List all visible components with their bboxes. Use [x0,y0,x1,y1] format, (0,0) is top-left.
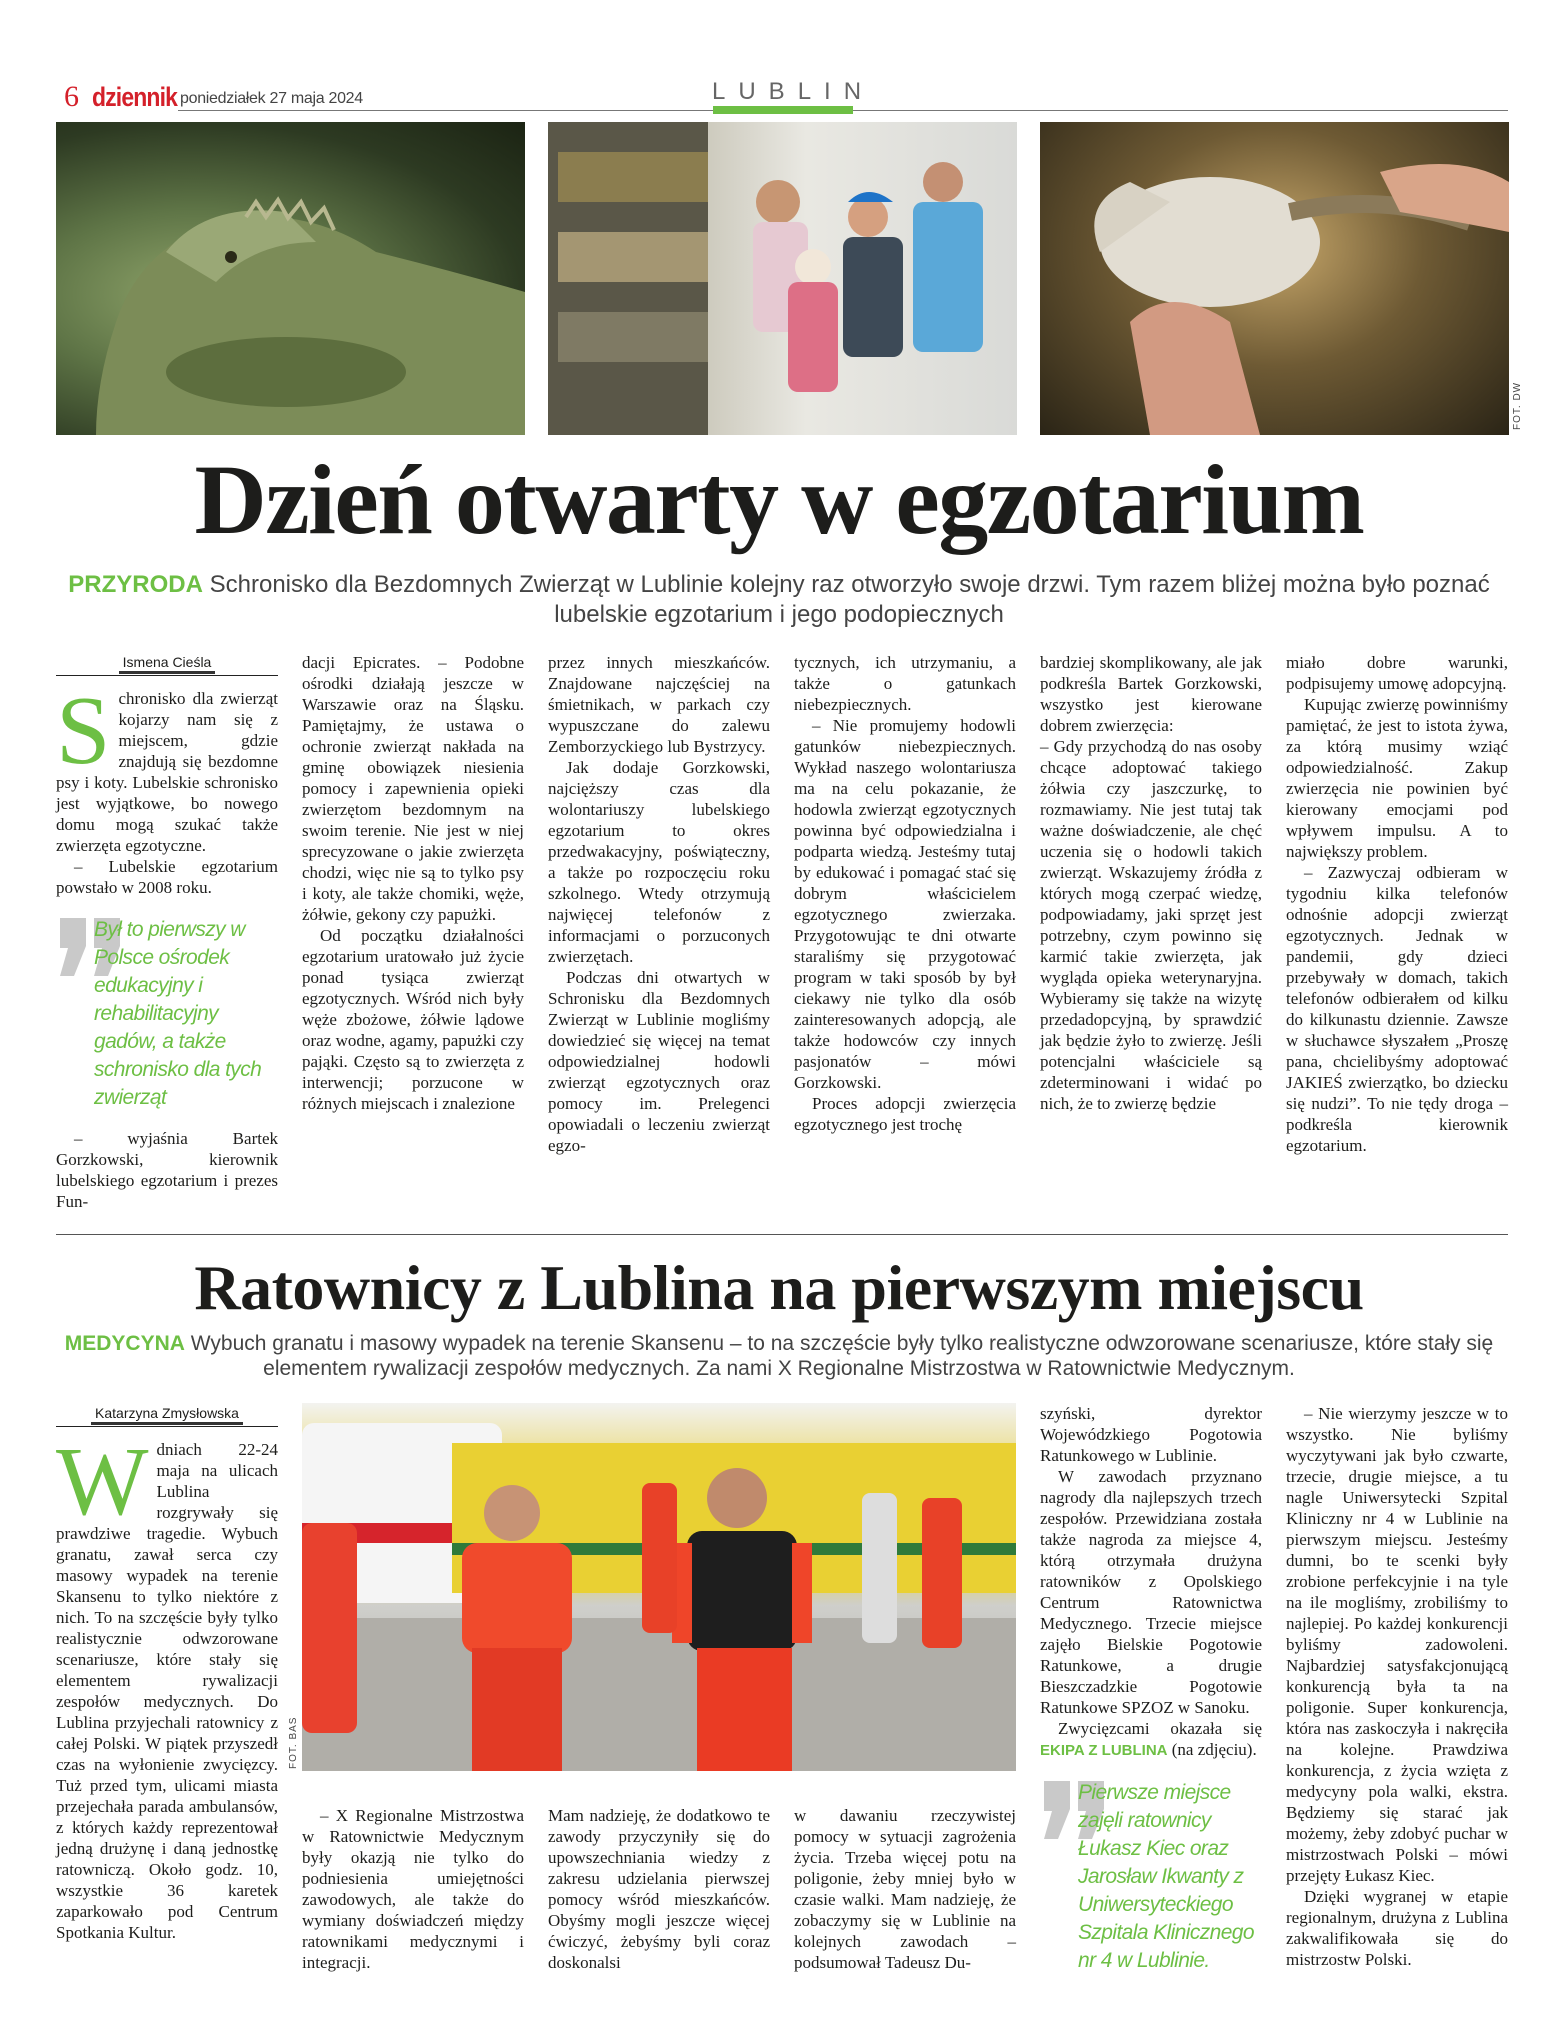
article1-column-5 [1040,652,1262,1114]
article1-column-4 [794,652,1016,1135]
paragraph: Kupując zwierzę powinniśmy pamiętać, że jest to istota żywa, za którą musimy wziąć odpowiedzialność. Zakup zwierzęcia nie powinien być kierowany emocjami pod wpływem impulsu. A to największy problem. [1286,695,1508,861]
visitors-terrarium-photo [548,122,1017,435]
lead-paragraph [59,1331,1499,1381]
paramedics-illustration [302,1403,1016,1771]
paragraph: Od początku działalności egzotarium uratowało już życie ponad tysiąca zwierząt egzotycznych. Wśród nich były węże zbożowe, żółwie lądowe oraz wodne, agamy, papużki czy pająki. Często są to zwierzęta z interwencji; porzucone w różnych miejscach i znalezione [302,926,524,1113]
drop-cap: S [56,677,111,785]
paragraph: przez innych mieszkańców. Znajdowane najczęściej na śmietnikach, w parkach czy wypuszczane do zalewu Zemborzyckiego lub Bystrzycy. [548,653,770,756]
paragraph: Dzięki wygranej w etapie regionalnym, drużyna z Lublina zakwalifikowała się do mistrzostw Polski. [1286,1887,1508,1969]
paramedics-photo-block [288,1403,1016,1771]
section-accent-bar [713,106,853,114]
paragraph: – Zazwyczaj odbieram w tygodniu kilka telefonów odnośnie adopcji zwierząt egzotycznych. Jednak w pandemii, gdy dzieci przebywały w domach, takich telefonów odbierałem od kilku do kilkunastu dziennie. Zawsze w słuchawce słyszałem „Proszę pana, chcielibyśmy adoptować JAKIEŚ zwierzątko, bo dziecku się nudzi”. To nie tędy droga – podkreśla kierownik egzotarium. [1286,863,1508,1155]
pull-quote: Pierwsze miejsce zajęli ratownicy Łukasz Kiec oraz Jarosław Ikwanty z Uniwersyteckiego Szpitala Klinicznego nr 4 w Lublinie. [1040,1779,1262,1975]
article2-columns [56,1403,1508,2031]
paragraph: Jak dodaje Gorzkowski, najcięższy czas dla wolontariuszy lubelskiego egzotarium to okres przedwakacyjny, poświąteczny, a także po rozpoczęciu roku szkolnego. Wtedy otrzymują najwięcej telefonów z informacjami o porzuconych zwierzętach. [548,758,770,966]
author-byline: Ismena Cieśla [56,652,278,676]
bearded-dragon-photo [1040,122,1509,435]
article2-column-4 [794,1805,1016,1973]
author-byline: Katarzyna Zmysłowska [56,1403,278,1427]
paragraph: – X Regionalne Mistrzostwa w Ratownictwie Medycznym były okazją nie tylko do podniesienia umiejętności zawodowych, ale także do wymiany doświadczeń między ratownikami medycznymi i integracji. [302,1806,524,1972]
lead-text: Wybuch granatu i masowy wypadek na terenie Skansenu – to na szczęście były tylko realistyczne odwzorowane scenariusze, które stały się elementem rywalizacji zespołów medycznych. Za nami X Regionalne Mistrzostwa w Ratownictwie Medycznym. [190,1332,1494,1380]
issue-date: poniedziałek 27 maja 2024 [180,90,363,107]
paragraph: W zawodach przyznano nagrody dla najlepszych trzech zespołów. Przewidziana została także nagroda za miejsce 4, którą otrzymała drużyna ratowników z Opolskiego Centrum Ratownictwa Medycznego. Trzecie miejsce zajęło Bielskie Pogotowie Ratunkowe, a drugie Bieszczadzkie Pogotowie Ratunkowe SPZOZ w Sanoku. [1040,1467,1262,1717]
paragraph: – Nie promujemy hodowli gatunków niebezpiecznych. Wykład naszego wolontariusza ma na celu pokazanie, że hodowla zwierząt egzotycznych powinna być odpowiedzialna i podparta wiedzą. Jesteśmy tutaj by edukować i pomagać stać się dobrym właścicielem egzotycznego zwierzaka. Przygotowując te dni otwarte staraliśmy się przygotować program w taki sposób by był ciekawy nie tylko dla osób zainteresowanych adopcją, ale także hodowców czy innych pasjonatów – mówi Gorzkowski. [794,716,1016,1092]
photo-credit: FOT. DW [1512,381,1523,430]
paragraph: Podczas dni otwartych w Schronisku dla Bezdomnych Zwierząt w Lublinie mogliśmy dowiedzieć się więcej na temat odpowiedzialnej hodowli zwierząt egzotycznych oraz pomocy im. Prelegenci opowiadali o leczeniu zwierząt egzo- [548,968,770,1155]
paragraph: miało dobre warunki, podpisujemy umowę adopcyjną. [1286,653,1508,693]
paragraph: – Gdy przychodzą do nas osoby chcące adoptować takiego żółwia czy jaszczurkę, to rozmawiamy. Nie jest tutaj tak ważne doświadczenie, ale chęć uczenia się o hodowli takich zwierząt. Wskazujemy źródła z których mogą czerpać wiedzę, podpowiadamy, jaki sprzęt jest potrzebny, czym powinno się karmić takie zwierzęta, jak wygląda opieka weterynaryjna. Wybieramy się także na wizytę przedadopcyjną, by sprawdzić jak będzie żyło to zwierzę. Jeśli potencjalni właściciele są zdeterminowani i widać po nich, że to zwierzę będzie [1040,737,1262,1113]
headline: Dzień otwarty w egzotarium [194,444,1364,555]
lead-text: Schronisko dla Bezdomnych Zwierząt w Lublinie kolejny raz otworzyło swoje drzwi. Tym razem bliżej można było poznać lubelskie egzotarium i jego podopiecznych [209,571,1490,628]
section-title: LUBLIN [712,78,875,105]
article2-column-2 [302,1805,524,1973]
paragraph: Mam nadzieję, że dodatkowo te zawody przyczyniły się do upowszechniania wiedzy z zakresu udzielania pierwszej pomocy wśród mieszkańców. Obyśmy mogli jeszcze więcej ćwiczyć, żebyśmy byli coraz doskonalsi [548,1806,770,1972]
iguana-illustration [56,122,525,435]
lead-paragraph [59,570,1499,630]
paragraph: w dawaniu rzeczywistej pomocy w sytuacji zagrożenia życia. Trzeba więcej potu na poligonie, żeby mniej było w czasie walki. Mam nadzieję, że zobaczymy się w Lublinie na kolejnych zawodach – podsumował Tadeusz Du- [794,1806,1016,1972]
paragraph: – Nie wierzymy jeszcze w to wszystko. Nie byliśmy wyczytywani jak było czwarte, trzecie, drugie miejsce, a tu nagle Uniwersytecki Szpital Kliniczny nr 4 w Lublinie na pierwszym miejscu. Jesteśmy dumni, bo te scenki były zrobione perfekcyjnie i na tyle na ile mogliśmy, zrobiliśmy to najlepiej. Po każdej konkurencji byliśmy zadowoleni. Najbardziej satysfakcjonującą konkurencją była ta na poligonie. Super konkurencja, która nas zaskoczyła i nakręciła na kolejne. Prawdziwa konkurencja, z życia wzięta z medycyny pola walki, ekstra. Będziemy się starać jak możemy, żeby zdobyć puchar w mistrzostwach Polski – mówi przejęty Łukasz Kiec. [1286,1404,1508,1885]
newspaper-logo: dziennik [92,82,178,112]
winner-highlight: EKIPA Z LUBLINA [1040,1742,1168,1759]
paramedics-team-photo [302,1403,1016,1771]
paragraph: szyński, dyrektor Wojewódzkiego Pogotowia Ratunkowego w Lublinie. [1040,1404,1262,1465]
paragraph: Proces adopcji zwierzęcia egzotycznego jest trochę [794,1094,1016,1134]
drop-cap: W [56,1428,149,1536]
article2-column-5 [1040,1403,1262,1991]
lizard-in-hand-illustration [1040,122,1509,435]
page-number: 6 [64,80,79,113]
paragraph: chronisko dla zwierząt kojarzy nam się z miejscem, gdzie znajdują się bezdomne psy i koty. Lubelskie schronisko jest wyjątkowe, bo nowego domu mogą szukać także zwierzęta egzotyczne. [56,689,278,855]
article2-column-1 [56,1403,278,1943]
article2-column-3 [548,1805,770,1973]
article1-column-3 [548,652,770,1156]
kicker-label: MEDYCYNA [64,1332,185,1355]
photo-credit: FOT. BAS [288,1716,299,1769]
paragraph: Zwycięzcami okazała się EKIPA Z LUBLINA (na zdjęciu). [1040,1719,1262,1759]
article2-column-6 [1286,1403,1508,1970]
paragraph: – Lubelskie egzotarium powstało w 2008 roku. [56,857,278,897]
article1-column-2 [302,652,524,1114]
visitors-illustration [548,122,1017,435]
paragraph: dacji Epicrates. – Podobne ośrodki działają jeszcze w Warszawie oraz na Śląsku. Pamiętajmy, że ustawa o ochronie zwierząt nakłada na gminę obowiązek niesienia pomocy i zapewnienia opieki zwierzętom bezdomnym na swoim terenie. Nie jest w niej sprecyzowane o jakie zwierzęta chodzi, więc nie są to tylko psy i koty, ale także chomiki, węże, żółwie, gekony czy papużki. [302,653,524,924]
paragraph: dniach 22-24 maja na ulicach Lublina rozgrywały się prawdziwe tragedie. Wybuch granatu, zawał serca czy masowy wypadek na terenie Skansenu to tylko niektóre z nich. To na szczęście były tylko realistycznie odwzorowane scenariusze, które stały się elementem rywalizacji zespołów medycznych. Do Lublina przyjechali ratownicy z całej Polski. W piątek przyszedł czas na wyłonienie zwycięzcy. Tuż przed tym, ulicami miasta przejechała parada ambulansów, z których każdy reprezentował jedną drużynę i daną jednostkę ratowniczą. Około godz. 10, wszystkie 36 karetek zaparkowało pod Centrum Spotkania Kultur. [56,1440,278,1942]
paragraph: tycznych, ich utrzymaniu, a także o gatunkach niebezpiecznych. [794,653,1016,714]
article1-column-6 [1286,652,1508,1156]
headline: Ratownicy z Lublina na pierwszym miejscu [194,1252,1364,1323]
article1-column-1 [56,652,278,1212]
kicker-label: PRZYRODA [68,571,203,598]
iguana-photo [56,122,525,435]
paragraph: bardziej skomplikowany, ale jak podkreśla Bartek Gorzkowski, wszystko jest kierowane dobrem zwierzęcia: [1040,653,1262,735]
pull-quote: Był to pierwszy w Polsce ośrodek edukacyjny i rehabilitacyjny gadów, a także schronisko dla tych zwierząt [56,916,278,1112]
paragraph: – wyjaśnia Bartek Gorzkowski, kierownik lubelskiego egzotarium i prezes Fun- [56,1129,278,1211]
article1-columns [56,652,1508,1212]
article-separator [56,1234,1508,1235]
